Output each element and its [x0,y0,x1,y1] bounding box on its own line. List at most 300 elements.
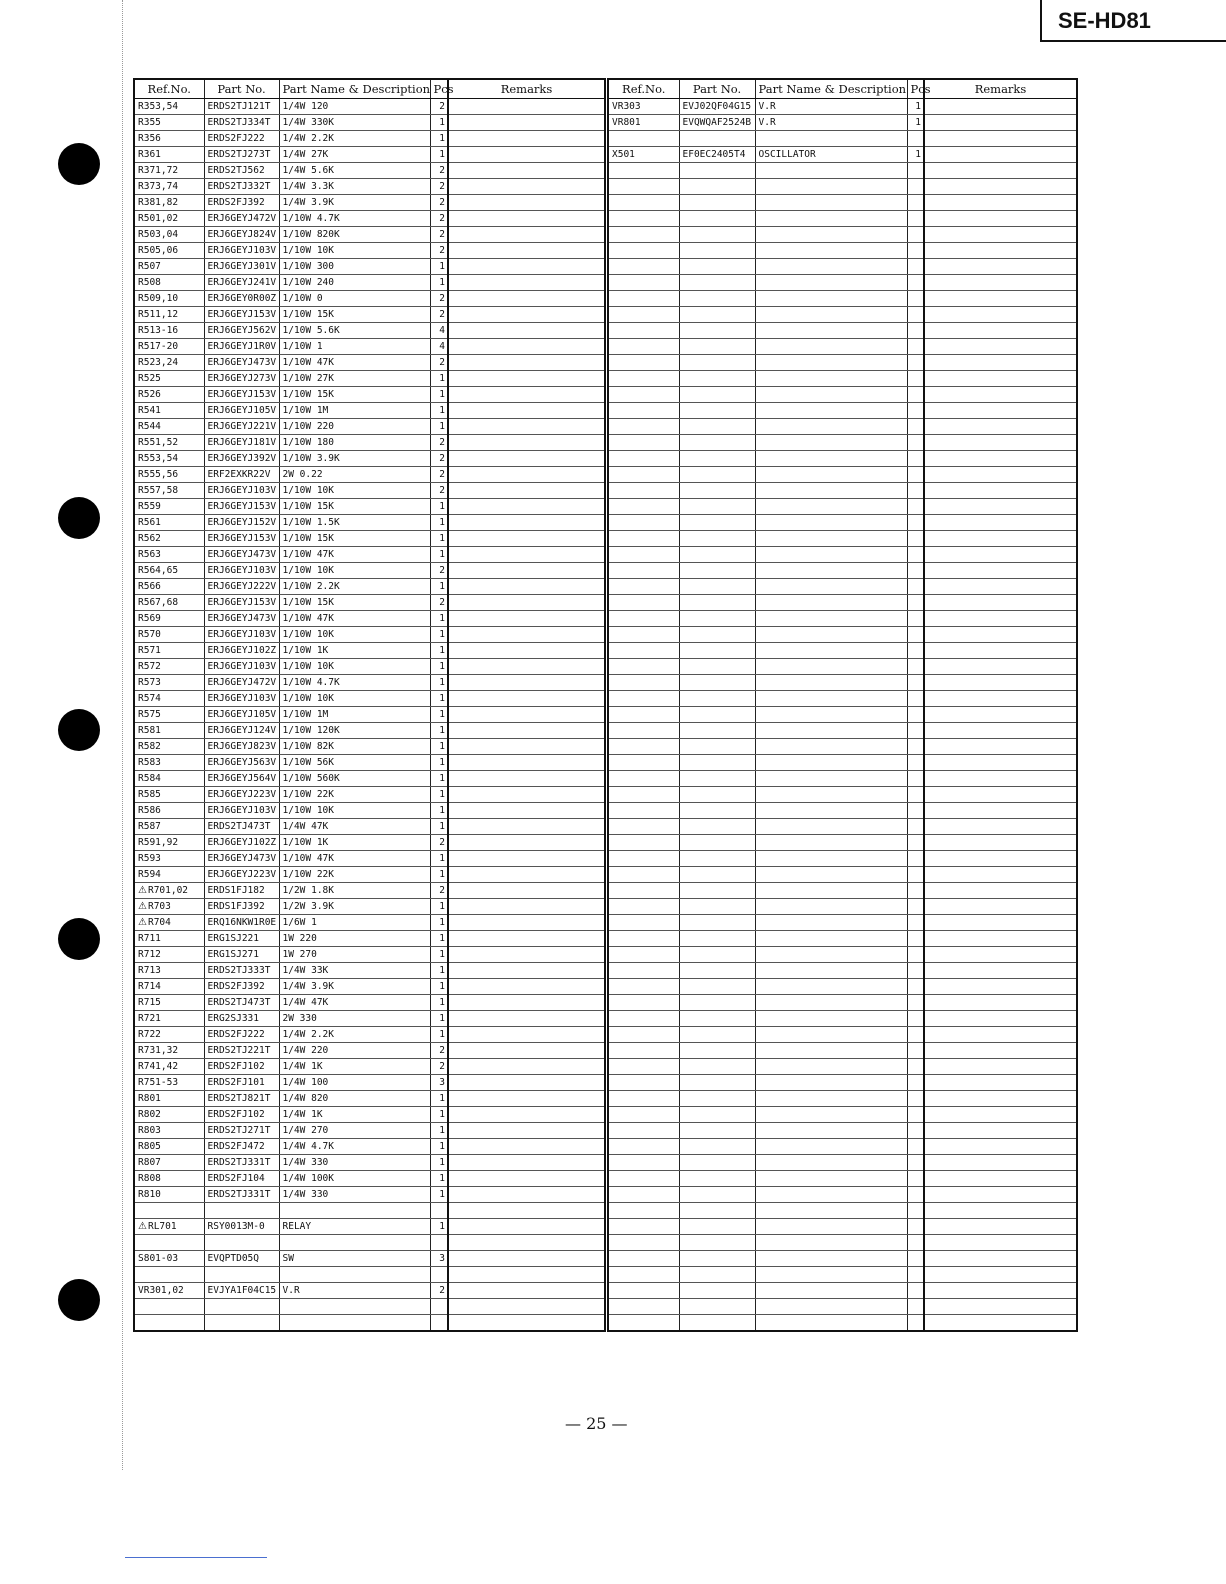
remarks-cell [448,371,605,387]
ref-no-cell [608,755,679,771]
pcs-cell-text: 1 [439,1109,445,1120]
remarks-cell [924,1235,1077,1251]
pcs-cell-text: 1 [439,1029,445,1040]
part-no-cell-text: ERJ6GEYJ273V [207,373,277,384]
table-row [134,1171,605,1187]
part-no-cell-text: ERJ6GEYJ241V [207,277,277,288]
description-cell-text: 1/10W 1.5K [282,517,340,528]
description-cell [279,1299,430,1315]
remarks-cell [448,275,605,291]
remarks-cell [924,99,1077,115]
pcs-cell [907,179,924,195]
ref-no-cell [608,435,679,451]
part-no-cell-text: ERJ6GEYJ105V [207,709,277,720]
table-row [134,771,605,787]
description-cell [755,915,907,931]
part-no-cell [204,931,279,947]
table-row [134,499,605,515]
description-cell-text: 1/10W 47K [282,549,334,560]
ref-no-header: Ref.No. [134,79,204,99]
ref-no-cell [134,1219,204,1235]
remarks-cell [924,691,1077,707]
table-row [134,595,605,611]
ref-no-cell-text: R584 [138,773,161,784]
pcs-cell [430,1091,448,1107]
part-no-cell-text: ERDS1FJ392 [207,901,265,912]
remarks-cell [448,995,605,1011]
remarks-cell [448,131,605,147]
description-cell [755,499,907,515]
ref-no-cell-text: R585 [138,789,161,800]
ref-no-cell [608,867,679,883]
pcs-cell [430,1155,448,1171]
table-row [608,1299,1077,1315]
pcs-cell [430,99,448,115]
description-cell [279,787,430,803]
ref-no-cell [608,307,679,323]
pcs-cell-text: 3 [439,1077,445,1088]
table-row [134,963,605,979]
punch-hole-icon [58,1279,100,1321]
ref-no-cell-text: R361 [138,149,161,160]
description-cell-text: 1/4W 100K [282,1173,334,1184]
ref-no-cell [608,387,679,403]
description-cell [755,115,907,131]
description-cell [279,1123,430,1139]
ref-no-cell-text: R713 [138,965,161,976]
part-no-cell [679,339,755,355]
table-row [608,851,1077,867]
ref-no-cell [608,355,679,371]
pcs-cell [907,947,924,963]
pcs-cell [430,355,448,371]
description-cell [279,819,430,835]
ref-no-cell [134,659,204,675]
table-row [134,851,605,867]
table-row [134,787,605,803]
part-no-cell [679,1315,755,1332]
remarks-cell [924,803,1077,819]
table-row [134,643,605,659]
remarks-cell [448,355,605,371]
ref-no-cell [134,371,204,387]
part-no-cell [679,131,755,147]
description-cell-text: 1/4W 270 [282,1125,329,1136]
part-no-cell [679,931,755,947]
description-cell [755,563,907,579]
table-row [608,387,1077,403]
description-cell [755,691,907,707]
ref-no-cell [608,1027,679,1043]
remarks-cell [448,979,605,995]
part-no-cell-text: ERJ6GEYJ223V [207,789,277,800]
part-no-cell-text: ERDS2TJ331T [207,1157,271,1168]
description-cell [755,531,907,547]
pcs-cell-text: 1 [439,501,445,512]
ref-no-cell [134,227,204,243]
pcs-cell [430,227,448,243]
part-no-cell [679,467,755,483]
ref-no-cell [134,867,204,883]
remarks-cell [448,867,605,883]
description-cell [755,323,907,339]
description-cell-text: 1/4W 3.9K [282,981,334,992]
pcs-cell [907,643,924,659]
ref-no-cell [134,835,204,851]
ref-no-cell [608,659,679,675]
table-row [608,211,1077,227]
pcs-cell [430,1299,448,1315]
description-cell [279,1251,430,1267]
remarks-cell [924,1219,1077,1235]
pcs-cell [430,1315,448,1332]
pcs-cell-text: 1 [439,757,445,768]
pcs-cell [907,1315,924,1332]
part-no-cell [679,371,755,387]
description-cell [279,1091,430,1107]
description-cell-text: 1/10W 15K [282,501,334,512]
description-cell [755,643,907,659]
description-cell [279,1075,430,1091]
ref-no-cell-text: R356 [138,133,161,144]
part-no-cell-text: ERDS2FJ104 [207,1173,265,1184]
description-cell-text: 1/4W 820 [282,1093,329,1104]
table-row [134,355,605,371]
pcs-cell [907,1203,924,1219]
part-no-cell [204,211,279,227]
table-row [608,947,1077,963]
pcs-cell [430,1027,448,1043]
part-no-cell [679,659,755,675]
ref-no-cell [608,419,679,435]
pcs-cell-text: 1 [439,389,445,400]
pcs-cell-text: 1 [439,1189,445,1200]
table-row [608,755,1077,771]
table-row [134,1219,605,1235]
pcs-cell-text: 1 [439,517,445,528]
part-no-cell-text: ERDS2FJ222 [207,133,265,144]
description-cell [279,1235,430,1251]
table-row [134,1235,605,1251]
description-cell [279,835,430,851]
part-no-cell-text: ERJ6GEYJ392V [207,453,277,464]
part-no-cell [204,1251,279,1267]
remarks-cell [924,755,1077,771]
ref-no-cell [134,1315,204,1332]
ref-no-cell [134,307,204,323]
table-row [134,979,605,995]
ref-no-cell [608,931,679,947]
description-cell-text: 1/10W 15K [282,389,334,400]
table-row [608,547,1077,563]
description-cell-text: 1/4W 5.6K [282,165,334,176]
pcs-cell-text: 1 [439,869,445,880]
ref-no-cell-text: R572 [138,661,161,672]
remarks-cell [448,579,605,595]
part-no-cell [204,787,279,803]
table-row [134,675,605,691]
pcs-cell [907,979,924,995]
part-no-cell [204,419,279,435]
part-no-cell [679,1043,755,1059]
description-cell [755,979,907,995]
table-row [608,1027,1077,1043]
remarks-cell [924,323,1077,339]
part-no-cell [679,1283,755,1299]
table-row [608,1283,1077,1299]
pcs-cell [907,147,924,163]
pcs-cell-text: 1 [439,405,445,416]
part-no-cell [204,627,279,643]
remarks-cell [924,243,1077,259]
part-no-cell-text: ERJ6GEYJ223V [207,869,277,880]
table-row [608,339,1077,355]
pcs-cell [430,499,448,515]
ref-no-cell [134,1251,204,1267]
table-row [134,659,605,675]
ref-no-cell [134,883,204,899]
pcs-cell [907,483,924,499]
remarks-cell [924,483,1077,499]
description-cell [755,1171,907,1187]
table-row [608,483,1077,499]
table-row [134,1043,605,1059]
table-row [134,883,605,899]
pcs-cell-text: 1 [439,549,445,560]
pcs-cell [907,659,924,675]
pcs-cell-text: 1 [439,1173,445,1184]
part-no-cell [204,1299,279,1315]
table-row [608,163,1077,179]
pcs-cell [907,1123,924,1139]
table-row [134,483,605,499]
pcs-cell [430,1139,448,1155]
description-cell [755,1107,907,1123]
table-row [134,163,605,179]
part-no-cell [204,1219,279,1235]
ref-no-cell-text: R715 [138,997,161,1008]
description-cell-text: V.R [758,101,776,112]
ref-no-cell [608,163,679,179]
part-no-cell [679,499,755,515]
pcs-cell [430,723,448,739]
description-cell-text: 1/10W 10K [282,805,334,816]
ref-no-cell-text: R567,68 [138,597,179,608]
remarks-cell [448,451,605,467]
ref-no-cell [134,419,204,435]
description-cell [279,211,430,227]
remarks-cell [924,1315,1077,1332]
remarks-cell [448,147,605,163]
remarks-cell [448,819,605,835]
description-cell [279,1107,430,1123]
ref-no-cell [608,707,679,723]
part-no-cell-text: ERJ6GEYJ221V [207,421,277,432]
pcs-cell [907,435,924,451]
pcs-cell [430,595,448,611]
ref-no-cell [608,899,679,915]
ref-no-cell [608,739,679,755]
pcs-cell [430,963,448,979]
table-row [608,307,1077,323]
description-cell [279,899,430,915]
pcs-cell [907,1283,924,1299]
pcs-cell [430,675,448,691]
description-cell-text: 1/10W 180 [282,437,334,448]
part-no-cell-text: EF0EC2405T4 [682,149,746,160]
pcs-cell-text: 2 [439,181,445,192]
table-row [134,1203,605,1219]
table-row [134,195,605,211]
remarks-cell [448,1187,605,1203]
pcs-cell [907,707,924,723]
part-no-cell [679,867,755,883]
remarks-cell [924,451,1077,467]
part-no-cell [679,179,755,195]
ref-no-cell [134,579,204,595]
description-cell-text: 1/4W 33K [282,965,329,976]
remarks-cell [448,707,605,723]
part-no-cell [679,1107,755,1123]
description-cell [755,1219,907,1235]
table-row [608,707,1077,723]
table-row [608,995,1077,1011]
remarks-cell [448,899,605,915]
part-no-cell [204,195,279,211]
remarks-cell [448,675,605,691]
ref-no-cell [134,387,204,403]
part-no-cell [679,723,755,739]
pcs-cell [430,915,448,931]
part-no-cell [679,579,755,595]
part-no-cell [679,1187,755,1203]
remarks-cell [924,1123,1077,1139]
pcs-cell-text: 2 [439,1285,445,1296]
pcs-cell [907,163,924,179]
part-no-cell [679,291,755,307]
pcs-cell [430,1235,448,1251]
description-cell-text: 1/10W 560K [282,773,340,784]
pcs-cell-text: 1 [439,149,445,160]
part-no-cell [679,483,755,499]
pcs-cell [430,307,448,323]
part-no-cell [204,867,279,883]
part-no-cell-text: ERDS2FJ102 [207,1109,265,1120]
table-row [608,803,1077,819]
pcs-cell [907,115,924,131]
description-cell [279,691,430,707]
part-no-cell-text: ERJ6GEYJ103V [207,629,277,640]
part-no-cell-text: EVQPTD05Q [207,1253,259,1264]
table-row [608,1251,1077,1267]
ref-no-cell-text: R525 [138,373,161,384]
warning-triangle-icon: ⚠ [138,901,147,912]
table-row [134,707,605,723]
remarks-cell [924,979,1077,995]
ref-no-cell [608,883,679,899]
description-cell [279,147,430,163]
description-cell-text: 1/10W 5.6K [282,325,340,336]
description-cell [279,659,430,675]
description-cell-text: 1/4W 330 [282,1157,329,1168]
part-no-cell [204,1235,279,1251]
remarks-cell [924,1091,1077,1107]
description-cell [279,323,430,339]
pcs-cell [907,451,924,467]
part-no-cell [204,163,279,179]
remarks-cell [448,307,605,323]
ref-no-cell-text: R808 [138,1173,161,1184]
table-row [134,611,605,627]
ref-no-cell [134,947,204,963]
part-no-cell [204,323,279,339]
pcs-cell-text: 2 [439,1045,445,1056]
table-row [608,1219,1077,1235]
part-name-header: Part Name & Description [279,79,430,99]
description-cell [279,115,430,131]
pcs-cell [907,131,924,147]
remarks-cell [448,883,605,899]
ref-no-cell [608,147,679,163]
remarks-cell [448,1155,605,1171]
pcs-cell-text: 1 [439,725,445,736]
pcs-cell-text: 1 [915,101,921,112]
description-cell [279,579,430,595]
remarks-cell [924,899,1077,915]
table-row [134,1091,605,1107]
ref-no-cell [134,595,204,611]
part-no-cell [204,307,279,323]
pcs-cell-text: 1 [439,693,445,704]
warning-triangle-icon: ⚠ [138,1221,147,1232]
remarks-cell [448,467,605,483]
remarks-cell [924,563,1077,579]
ref-no-cell [134,291,204,307]
table-row [608,467,1077,483]
remarks-cell [448,339,605,355]
part-no-cell-text: ERJ6GEYJ153V [207,309,277,320]
ref-no-cell-text: R566 [138,581,161,592]
ref-no-cell [134,755,204,771]
part-no-cell-text: ERDS2TJ821T [207,1093,271,1104]
ref-no-cell [134,915,204,931]
ref-no-cell-text: R721 [138,1013,161,1024]
pcs-cell-text: 1 [439,645,445,656]
pcs-cell-text: 1 [439,949,445,960]
part-no-cell-text: ERJ6GEYJ473V [207,549,277,560]
remarks-cell [924,1203,1077,1219]
remarks-cell [924,915,1077,931]
ref-no-cell [134,403,204,419]
ref-no-cell [608,675,679,691]
description-cell [755,595,907,611]
part-no-cell-text: ERJ6GEYJ564V [207,773,277,784]
ref-no-cell-text: R731,32 [138,1045,179,1056]
pcs-cell [907,579,924,595]
description-cell [755,963,907,979]
part-no-cell [679,1059,755,1075]
part-no-cell [679,275,755,291]
part-no-cell-text: ERJ6GEYJ823V [207,741,277,752]
ref-no-cell-text: R509,10 [138,293,179,304]
description-cell-text: 1/10W 22K [282,789,334,800]
ref-no-cell [134,1011,204,1027]
remarks-cell [448,915,605,931]
table-row [134,211,605,227]
remarks-cell [924,403,1077,419]
description-cell [755,867,907,883]
pcs-cell [430,323,448,339]
